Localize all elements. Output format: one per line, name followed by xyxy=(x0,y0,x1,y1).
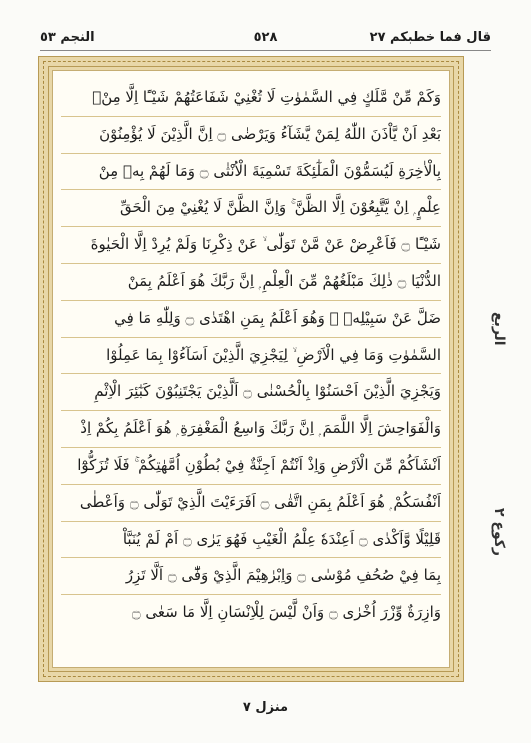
text-line: وَالْفَوَاحِشَ اِلَّا اللَّمَمَ ۭ اِنَّ رَبَّكَ وَاسِعُ الْمَغْفِرَةِ ۭ هُوَ اَعْلَمُ بِكُمْ اِذْ xyxy=(61,410,441,448)
margin-rub-marker: الربع xyxy=(491,312,507,346)
text-line: السَّمٰوٰتِ وَمَا فِي الْاَرْضِ ۙ لِيَجْزِيَ الَّذِيْنَ اَسَآءُوْا بِمَا عَمِلُوْا xyxy=(61,337,441,375)
text-line: قَلِيْلًا وَّاَكْدٰى ۝ اَعِنْدَهٗ عِلْمُ الْغَيْبِ فَهُوَ يَرٰى ۝ اَمْ لَمْ يُنَبَّاْ xyxy=(61,521,441,559)
text-line: وَكَمْ مِّنْ مَّلَكٍ فِي السَّمٰوٰتِ لَا تُغْنِيْ شَفَاعَتُهُمْ شَيْـًٔا اِلَّا مِنْۢ xyxy=(61,79,441,117)
header-rule xyxy=(40,50,491,51)
text-line: شَيْـًٔا ۝ فَاَعْرِضْ عَنْ مَّنْ تَوَلّٰى ۙ عَنْ ذِكْرِنَا وَلَمْ يُرِدْ اِلَّا الْحَيٰوةَ xyxy=(61,226,441,264)
manzil-footer: منزل ٧ xyxy=(242,700,289,715)
ornamental-border xyxy=(38,56,464,682)
text-line: بِالْاٰخِرَةِ لَيُسَمُّوْنَ الْمَلٰٓئِكَةَ تَسْمِيَةَ الْاُنْثٰى ۝ وَمَا لَهُمْ بِهٖ مِنْ xyxy=(61,153,441,191)
margin-ruku-marker: ركوع ٢ xyxy=(491,508,507,556)
text-line: بِمَا فِيْ صُحُفِ مُوْسٰى ۝ وَاِبْرٰهِيْمَ الَّذِيْ وَفّٰٓى ۝ اَلَّا تَزِرُ xyxy=(61,557,441,595)
text-panel xyxy=(52,70,450,668)
text-line: وَيَجْزِيَ الَّذِيْنَ اَحْسَنُوْا بِالْحُسْنٰى ۝ اَلَّذِيْنَ يَجْتَنِبُوْنَ كَبٰٓئِرَ الْاِثْمِ xyxy=(61,373,441,411)
text-line: الدُّنْيَا ۝ ذٰلِكَ مَبْلَغُهُمْ مِّنَ الْعِلْمِ ۭ اِنَّ رَبَّكَ هُوَ اَعْلَمُ بِمَنْ xyxy=(61,263,441,301)
text-line: عِلْمٍ ۭ اِنْ يَّتَّبِعُوْنَ اِلَّا الظَّنَّ ۚ وَاِنَّ الظَّنَّ لَا يُغْنِيْ مِنَ الْحَقِّ xyxy=(61,189,441,227)
surah-name: النجم ٥٣ xyxy=(40,30,95,45)
text-line: اَنْفُسَكُمْ ۭ هُوَ اَعْلَمُ بِمَنِ اتَّقٰى ۝ اَفَرَءَيْتَ الَّذِيْ تَوَلّٰى ۝ وَاَعْطٰى xyxy=(61,484,441,522)
page-header xyxy=(40,30,491,52)
text-line: بَعْدِ اَنْ يَّاْذَنَ اللّٰهُ لِمَنْ يَّشَآءُ وَيَرْضٰى ۝ اِنَّ الَّذِيْنَ لَا يُؤْمِنُوْنَ xyxy=(61,116,441,154)
text-line: ضَلَّ عَنْ سَبِيْلِهٖ ۙ وَهُوَ اَعْلَمُ بِمَنِ اهْتَدٰى ۝ وَلِلّٰهِ مَا فِي xyxy=(61,300,441,338)
text-line: اَنْشَاَكُمْ مِّنَ الْاَرْضِ وَاِذْ اَنْتُمْ اَجِنَّةٌ فِيْ بُطُوْنِ اُمَّهٰتِكُمْ ۚ فَلَا تُزَكُّوْٓا xyxy=(61,447,441,485)
page-number: ٥٢٨ xyxy=(253,30,278,45)
juz-title: قال فما خطبكم ٢٧ xyxy=(369,30,491,45)
text-line: وَازِرَةٌ وِّزْرَ اُخْرٰى ۝ وَاَنْ لَّيْسَ لِلْاِنْسَانِ اِلَّا مَا سَعٰى ۝ xyxy=(131,603,441,622)
